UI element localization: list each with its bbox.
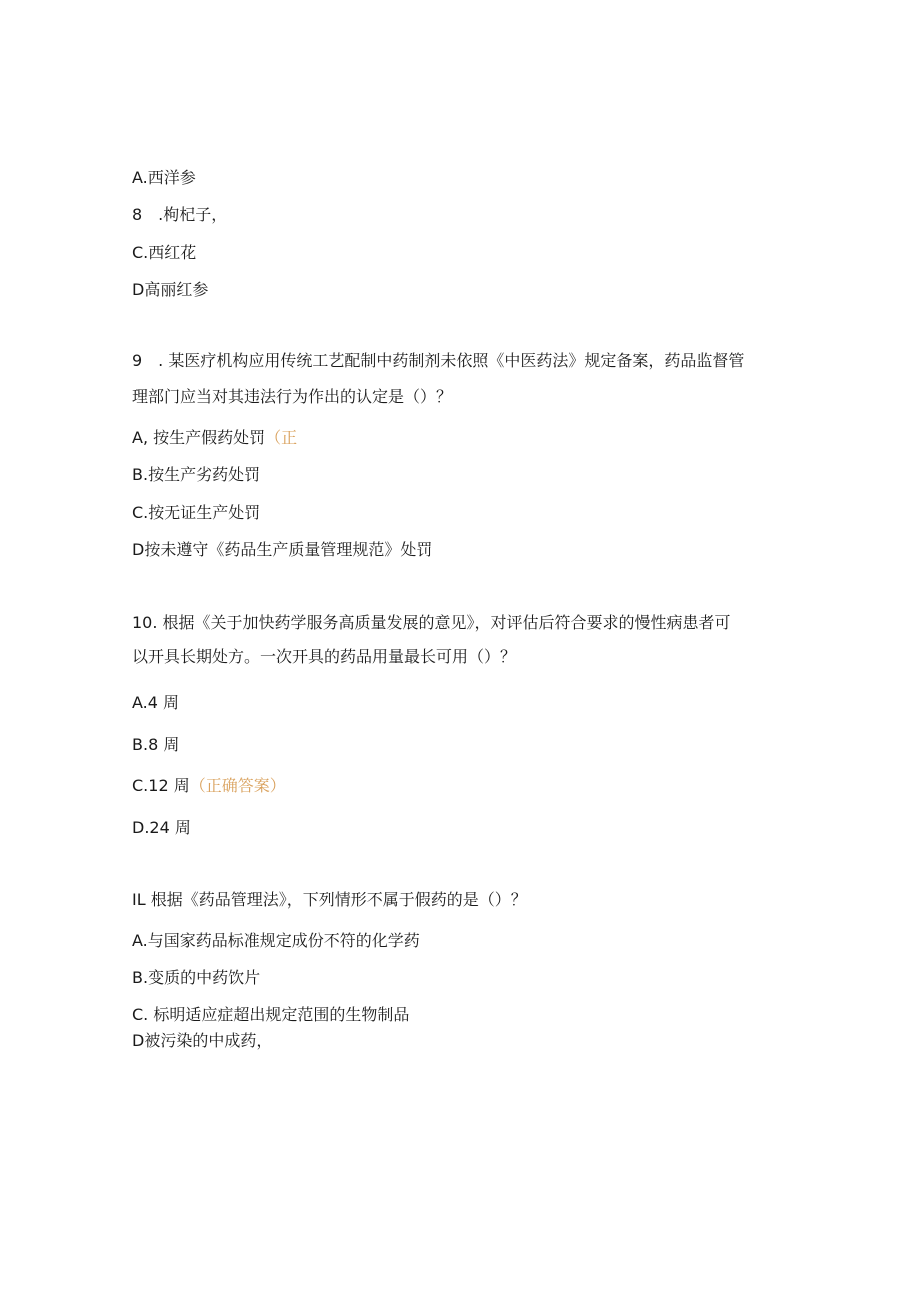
q10-option-b: B.8 周 <box>132 735 180 754</box>
q10-correct-answer-mark: （正确答案） <box>189 776 286 795</box>
q9-option-b: B.按生产劣药处罚 <box>132 465 261 484</box>
q9-option-d: D按未遵守《药品生产质量管理规范》处罚 <box>132 540 433 559</box>
q8-option-c: C.西红花 <box>132 243 197 262</box>
q11-option-d: D被污染的中成药， <box>132 1031 273 1050</box>
q9-option-c: C.按无证生产处罚 <box>132 503 261 522</box>
q9-stem-line1: 9 . 某医疗机构应用传统工艺配制中药制剂未依照《中医药法》规定备案，药品监督管 <box>132 351 745 370</box>
q10-option-c-text: C.12 周 <box>132 776 190 795</box>
q8-option-d: D高丽红参 <box>132 280 209 299</box>
q10-option-a: A.4 周 <box>132 693 180 712</box>
q11-option-c: C. 标明适应症超出规定范围的生物制品 <box>132 1005 410 1024</box>
q9-correct-answer-mark: （正 <box>265 428 298 447</box>
q11-stem: IL 根据《药品管理法》，下列情形不属于假药的是（）？ <box>132 890 527 909</box>
q8-option-a: A.西洋参 <box>132 168 196 187</box>
q11-option-a: A.与国家药品标准规定成份不符的化学药 <box>132 931 420 950</box>
q9-stem-line2: 理部门应当对其违法行为作出的认定是（）？ <box>132 387 453 406</box>
q10-stem-line1: 10. 根据《关于加快药学服务高质量发展的意见》，对评估后符合要求的慢性病患者可 <box>132 613 731 632</box>
q11-option-b: B.变质的中药饮片 <box>132 968 261 987</box>
q9-option-a-text: A, 按生产假药处罚 <box>132 428 266 447</box>
q10-option-c <box>132 776 286 796</box>
q10-option-d: D.24 周 <box>132 818 191 837</box>
q8-option-b: 8 .枸杞子， <box>132 205 228 224</box>
q10-stem-line2: 以开具长期处方。一次开具的药品用量最长可用（）？ <box>132 647 517 666</box>
q9-option-a <box>132 428 297 448</box>
